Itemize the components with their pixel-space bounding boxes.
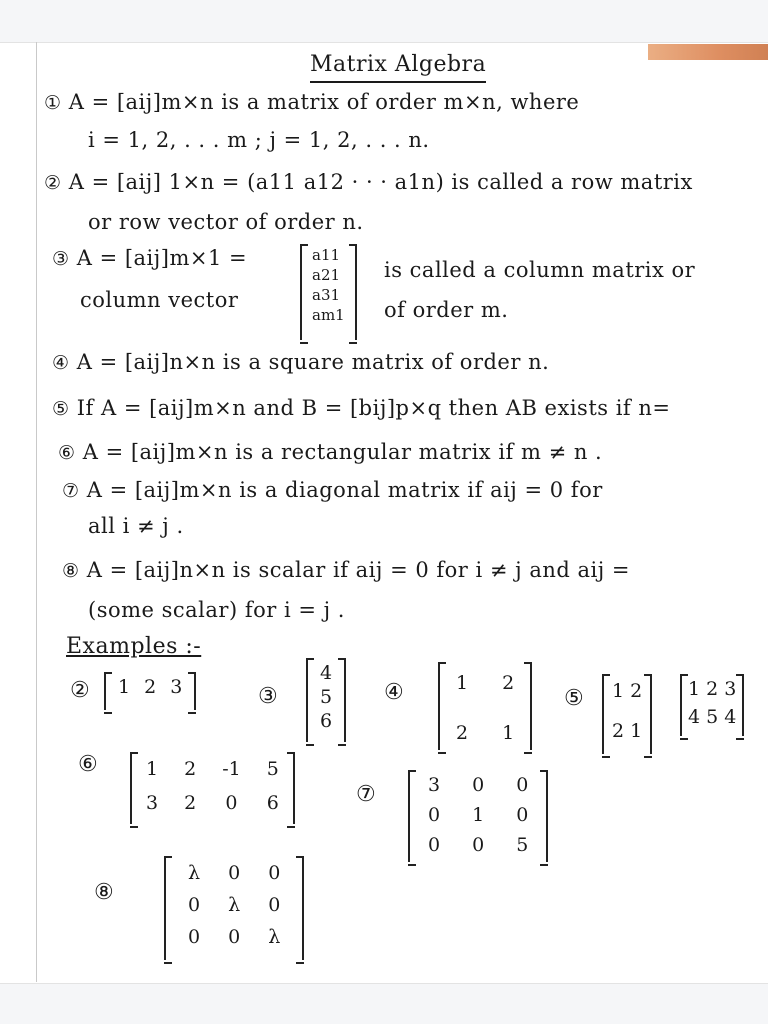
example-6-label: ⑥ xyxy=(78,752,99,777)
definition-number: ⑦ xyxy=(62,480,80,502)
definition-8-line-2: (some scalar) for i = j . xyxy=(88,598,345,622)
matrix-entry: 1 xyxy=(502,722,515,744)
example-5-label: ⑤ xyxy=(564,686,585,711)
matrix-entry: 1 xyxy=(688,678,701,700)
definition-3-line-2-left: column vector xyxy=(80,288,239,312)
definition-3-text-right: is called a column matrix or xyxy=(384,258,696,282)
definition-6 xyxy=(58,440,602,464)
example-7-diagonal-matrix xyxy=(408,770,548,862)
example-4-label: ④ xyxy=(384,680,405,705)
matrix-entry: 0 xyxy=(428,804,441,826)
matrix-entry: 2 xyxy=(630,680,643,702)
matrix-entry: a31 xyxy=(312,286,341,304)
example-5-matrix-b xyxy=(680,674,744,736)
matrix-entry: 4 xyxy=(724,706,737,728)
matrix-entry: 2 xyxy=(502,672,515,694)
matrix-entry: 5 xyxy=(516,834,529,856)
definition-number: ① xyxy=(44,92,62,114)
matrix-entry: 4 xyxy=(688,706,701,728)
definition-text: If A = [aij]m×n and B = [bij]p×q then AB exists if n= xyxy=(76,396,671,420)
matrix-entry: λ xyxy=(228,894,241,916)
matrix-entry: 0 xyxy=(472,834,485,856)
examples-heading: Examples :- xyxy=(66,634,202,659)
definition-5 xyxy=(52,396,671,420)
definition-number: ③ xyxy=(52,248,70,270)
definition-number: ⑤ xyxy=(52,398,70,420)
matrix-entry: 1 xyxy=(472,804,485,826)
page-corner-tab xyxy=(648,44,768,60)
matrix-entry: 1 xyxy=(612,680,625,702)
definition-number: ④ xyxy=(52,352,70,374)
matrix-entry: 5 xyxy=(266,758,279,780)
matrix-entry: 2 xyxy=(706,678,719,700)
example-3-label: ③ xyxy=(258,684,279,709)
definition-text: A = [aij]m×1 = xyxy=(76,246,248,270)
definition-text: A = [aij]m×n is a matrix of order m×n, where xyxy=(68,90,580,114)
definition-text: A = [aij]n×n is scalar if aij = 0 for i ≠ j and aij = xyxy=(86,558,631,582)
definition-4 xyxy=(52,350,549,374)
matrix-entry: 0 xyxy=(516,774,529,796)
example-8-scalar-matrix xyxy=(164,856,304,960)
matrix-entry: 1 xyxy=(118,676,131,698)
definition-3-line-2-right: of order m. xyxy=(384,298,509,322)
example-7-label: ⑦ xyxy=(356,782,377,807)
matrix-entry: -1 xyxy=(222,758,241,780)
matrix-entry: 0 xyxy=(268,894,281,916)
matrix-entry: 2 xyxy=(612,720,625,742)
matrix-entry: am1 xyxy=(312,306,345,324)
matrix-entry: λ xyxy=(188,862,201,884)
definition-text: A = [aij]m×n is a diagonal matrix if aij = 0 for xyxy=(86,478,603,502)
definition-2-line-2: or row vector of order n. xyxy=(88,210,364,234)
matrix-entry: 6 xyxy=(266,792,279,814)
matrix-entry: 3 xyxy=(170,676,183,698)
definition-2 xyxy=(44,170,693,194)
matrix-entry: 2 xyxy=(184,792,197,814)
matrix-entry: 0 xyxy=(188,926,201,948)
matrix-entry: 2 xyxy=(184,758,197,780)
example-2-row-matrix xyxy=(104,672,196,710)
definition-number: ② xyxy=(44,172,62,194)
definition-number: ⑧ xyxy=(62,560,80,582)
example-6-rectangular-matrix xyxy=(130,752,295,824)
definition-7 xyxy=(62,478,603,502)
matrix-entry: 3 xyxy=(724,678,737,700)
matrix-entry: 3 xyxy=(428,774,441,796)
definition-text: A = [aij]n×n is a square matrix of order n. xyxy=(76,350,550,374)
page-title: Matrix Algebra xyxy=(310,52,486,83)
matrix-entry: a21 xyxy=(312,266,341,284)
matrix-entry: 0 xyxy=(225,792,238,814)
definition-7-line-2: all i ≠ j . xyxy=(88,514,184,538)
matrix-entry: 4 xyxy=(320,662,333,684)
definition-3 xyxy=(52,246,247,270)
definition-1 xyxy=(44,90,579,114)
matrix-entry: 0 xyxy=(228,926,241,948)
matrix-entry: 1 xyxy=(146,758,159,780)
matrix-entry: 0 xyxy=(268,862,281,884)
matrix-entry: 1 xyxy=(456,672,469,694)
matrix-entry: 5 xyxy=(706,706,719,728)
example-2-label: ② xyxy=(70,678,91,703)
matrix-entry: 0 xyxy=(428,834,441,856)
definition-text: A = [aij]m×n is a rectangular matrix if m ≠ n . xyxy=(82,440,603,464)
matrix-entry: 5 xyxy=(320,686,333,708)
matrix-entry: 0 xyxy=(188,894,201,916)
definition-text: A = [aij] 1×n = (a11 a12 · · · a1n) is called a row matrix xyxy=(68,170,693,194)
matrix-entry: λ xyxy=(268,926,281,948)
definition-8 xyxy=(62,558,630,582)
matrix-entry: 0 xyxy=(516,804,529,826)
margin-line xyxy=(36,42,37,982)
example-4-square-matrix xyxy=(438,662,532,750)
example-5-matrix-a xyxy=(602,674,652,754)
matrix-entry: a11 xyxy=(312,246,341,264)
column-matrix-general xyxy=(300,244,357,340)
definition-1-line-2: i = 1, 2, . . . m ; j = 1, 2, . . . n. xyxy=(88,128,430,152)
matrix-entry: 0 xyxy=(228,862,241,884)
matrix-entry: 6 xyxy=(320,710,333,732)
example-3-column-matrix xyxy=(306,658,346,742)
example-8-label: ⑧ xyxy=(94,880,115,905)
matrix-entry: 3 xyxy=(146,792,159,814)
definition-number: ⑥ xyxy=(58,442,76,464)
matrix-entry: 1 xyxy=(630,720,643,742)
matrix-entry: 2 xyxy=(456,722,469,744)
matrix-entry: 2 xyxy=(144,676,157,698)
matrix-entry: 0 xyxy=(472,774,485,796)
